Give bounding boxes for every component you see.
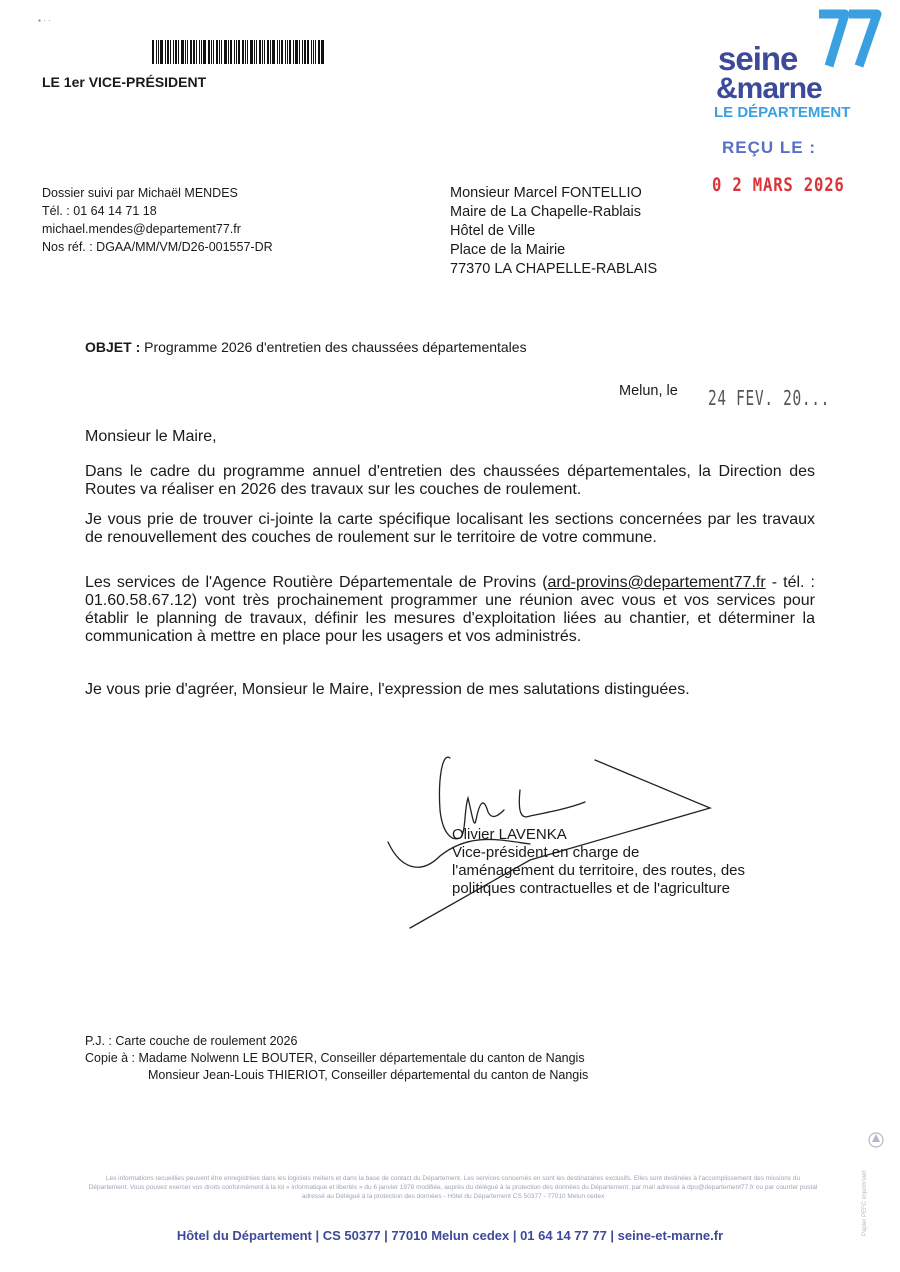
barcode-bar (178, 40, 179, 64)
scan-marks: ▪ · · (38, 16, 51, 25)
recipient-name: Monsieur Marcel FONTELLIO (450, 185, 642, 201)
barcode-bar (221, 40, 222, 64)
barcode-bar (315, 40, 316, 64)
body-paragraph-2: Je vous prie de trouver ci-jointe la carte spécifique localisant les sections concernées par les travaux de renouvellement des couches de roulement sur le territoire de votre commune. (85, 511, 815, 546)
barcode-bar (250, 40, 253, 64)
barcode-bar (185, 40, 186, 64)
copy-recipient-1: Copie à : Madame Nolwenn LE BOUTER, Conseiller départementale du canton de Nangis (85, 1051, 585, 1065)
p3-after: - tél. : 01.60.58.67.12) vont très prochainement programmer une réunion avec vous et vos services pour établir le planning de travaux, définir les mesures d'exploitation liées au chantier, et déterminer la communication à mettre en place pour les usagers et vos administrés. (85, 574, 815, 645)
barcode-bar (158, 40, 159, 64)
barcode-bar (173, 40, 174, 64)
logo-marne: &marne (716, 72, 822, 105)
barcode-bar (254, 40, 255, 64)
recipient-block (450, 184, 657, 279)
sender-role: LE 1er VICE-PRÉSIDENT (42, 74, 207, 90)
barcode-bar (196, 40, 197, 64)
signer-block (452, 826, 745, 898)
dateline-place: Melun, le (619, 383, 678, 399)
recipient-title: Maire de La Chapelle-Rablais (450, 204, 642, 220)
copy-recipient-2: Monsieur Jean-Louis THIERIOT, Conseiller départemental du canton de Nangis (148, 1068, 589, 1082)
barcode-bar (167, 40, 169, 64)
barcode-bar (228, 40, 229, 64)
barcode-bar (321, 40, 324, 64)
dateline-date-stamp: 24 FEV. 20... (708, 386, 831, 410)
barcode-bar (238, 40, 240, 64)
p3-before: Les services de l'Agence Routière Départementale de Provins ( (85, 574, 548, 591)
barcode (152, 40, 358, 64)
signer-title-2: l'aménagement du territoire, des routes, des (452, 862, 746, 879)
barcode-bar (211, 40, 212, 64)
body-paragraph-closing: Je vous prie d'agréer, Monsieur le Maire, l'expression de mes salutations distinguées. (85, 681, 690, 698)
pefc-tree-icon (866, 1130, 886, 1150)
barcode-bar (165, 40, 166, 64)
logo-seine: seine (718, 40, 798, 77)
barcode-bar (313, 40, 314, 64)
barcode-bar (304, 40, 306, 64)
recipient-building: Hôtel de Ville (450, 223, 536, 239)
signer-title-1: Vice-président en charge de (452, 844, 640, 861)
barcode-bar (156, 40, 157, 64)
legal-notice: Les informations recueillies peuvent être enregistrées dans les logiciels métiers et dans la base de contact du Département. Les services concernés en sont les destinataires exclusifs. Elles sont destinées à l'accomplissement des missions du Département. Vous pouvez exercer vos droits conformément à la loi « informatique et libertés » du 6 janvier 1978 modifiée, auprès du délégué à la protection des données du Département, par mail adressé à dpo@departement77.fr ou par courrier postal adressé au Délégué à la protection des données - Hôtel du Département CS 50377 - 77010 Melun cedex (88, 1175, 818, 1200)
department-logo (700, 8, 880, 124)
received-stamp-label: REÇU LE : (722, 138, 816, 157)
barcode-bar (152, 40, 154, 64)
barcode-bar (203, 40, 206, 64)
barcode-bar (208, 40, 210, 64)
barcode-bar (318, 40, 320, 64)
barcode-bar (187, 40, 188, 64)
barcode-bar (279, 40, 280, 64)
barcode-bar (293, 40, 294, 64)
barcode-bar (175, 40, 177, 64)
subject-label: OBJET : (85, 339, 141, 355)
barcode-bar (264, 40, 265, 64)
signer-name: Olivier LAVENKA (452, 826, 567, 843)
barcode-bar (193, 40, 195, 64)
subject-line (85, 339, 527, 355)
logo-departement: LE DÉPARTEMENT (714, 104, 851, 121)
barcode-bar (236, 40, 237, 64)
barcode-bar (224, 40, 227, 64)
sender-email: michael.mendes@departement77.fr (42, 222, 241, 236)
barcode-bar (285, 40, 286, 64)
sender-reference: Nos réf. : DGAA/MM/VM/D26-001557-DR (42, 240, 273, 254)
signer-title-3: politiques contractuelles et de l'agriculture (452, 880, 731, 897)
barcode-bar (277, 40, 278, 64)
barcode-bar (199, 40, 200, 64)
barcode-bar (295, 40, 298, 64)
barcode-bar (160, 40, 163, 64)
barcode-bar (181, 40, 184, 64)
barcode-bar (219, 40, 220, 64)
barcode-bar (281, 40, 283, 64)
barcode-bar (259, 40, 261, 64)
barcode-bar (289, 40, 291, 64)
footer-address: Hôtel du Département | CS 50377 | 77010 Melun cedex | 01 64 14 77 77 | seine-et-marne.fr (176, 1228, 724, 1243)
barcode-bar (299, 40, 300, 64)
subject-text: Programme 2026 d'entretien des chaussées départementales (144, 339, 527, 355)
received-stamp-date: 0 2 MARS 2026 (712, 174, 845, 196)
logo-77-icon (815, 8, 883, 70)
barcode-bar (234, 40, 235, 64)
barcode-bar (245, 40, 246, 64)
body-paragraph-1: Dans le cadre du programme annuel d'entretien des chaussées départementales, la Direction des Routes va réaliser en 2026 des travaux sur les couches de roulement. (85, 463, 815, 498)
barcode-bar (230, 40, 232, 64)
barcode-bar (287, 40, 288, 64)
barcode-bar (272, 40, 275, 64)
recipient-city: 77370 LA CHAPELLE-RABLAIS (450, 261, 658, 277)
barcode-bar (190, 40, 192, 64)
body-paragraph-3 (85, 574, 815, 646)
barcode-bar (256, 40, 257, 64)
recipient-street: Place de la Mairie (450, 242, 566, 258)
sender-phone: Tél. : 01 64 14 71 18 (42, 204, 157, 218)
salutation: Monsieur le Maire, (85, 428, 217, 445)
paper-label: Papier PEFC imprim'vert (862, 1170, 868, 1236)
barcode-bar (213, 40, 214, 64)
barcode-bar (170, 40, 171, 64)
barcode-bar (302, 40, 303, 64)
attachments-block (85, 1033, 588, 1084)
agency-email-link[interactable]: ard-provins@departement77.fr (547, 574, 766, 591)
followed-by: Dossier suivi par Michaël MENDES (42, 186, 238, 200)
barcode-bar (201, 40, 202, 64)
barcode-bar (307, 40, 309, 64)
barcode-bar (247, 40, 248, 64)
barcode-bar (311, 40, 312, 64)
barcode-bar (270, 40, 271, 64)
sender-block (42, 184, 273, 256)
barcode-bar (242, 40, 244, 64)
barcode-bar (262, 40, 263, 64)
barcode-bar (216, 40, 218, 64)
paper-certification-mark (848, 1130, 884, 1240)
barcode-bar (267, 40, 269, 64)
attachment-pj: P.J. : Carte couche de roulement 2026 (85, 1034, 298, 1048)
